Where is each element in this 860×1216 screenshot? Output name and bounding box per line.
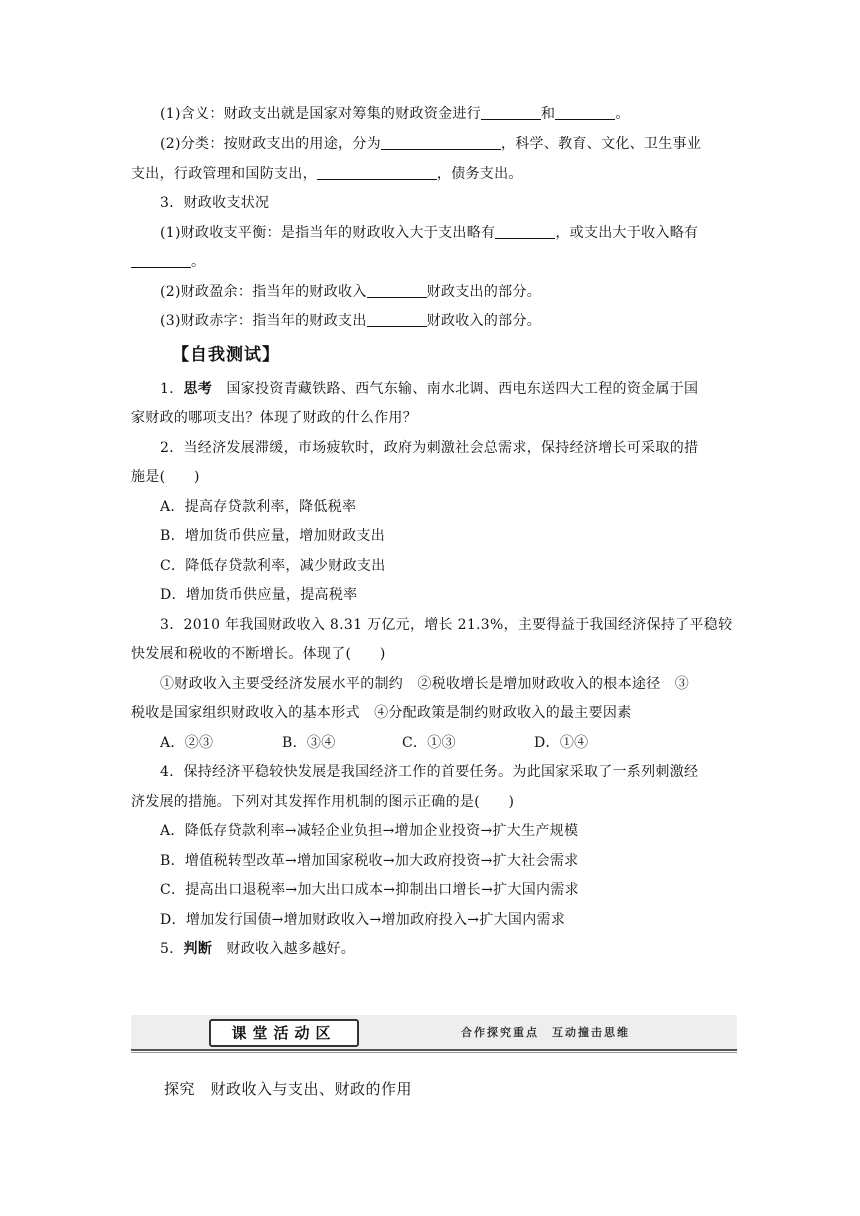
explore-title: 探究 财政收入与支出、财政的作用 bbox=[164, 1080, 413, 1098]
meaning-line: (1)含义：财政支出就是国家对筹集的财政资金进行 和 。 bbox=[160, 106, 630, 122]
q4-option-a: A．降低存贷款利率→减轻企业负担→增加企业投资→扩大生产规模 bbox=[160, 823, 579, 839]
q1-line-1: 1．思考 国家投资青藏铁路、西气东输、南水北调、西电东送四大工程的资金属于国 bbox=[160, 381, 699, 397]
section-banner bbox=[131, 1015, 737, 1051]
q2-option-d: D．增加货币供应量，提高税率 bbox=[160, 587, 358, 603]
q3-options bbox=[160, 733, 588, 753]
blank bbox=[555, 105, 615, 120]
q3-option-d: D．①④ bbox=[534, 735, 589, 751]
q3-line-1: 3．2010 年我国财政收入 8.31 万亿元，增长 21.3%，主要得益于我国经济保持了平稳较 bbox=[160, 617, 733, 633]
q4-option-b: B．增值税转型改革→增加国家税收→加大政府投资→扩大社会需求 bbox=[160, 853, 579, 869]
blank bbox=[367, 283, 427, 298]
q2-option-c: C．降低存贷款利率，减少财政支出 bbox=[160, 558, 386, 574]
banner-subtitle: 合作探究重点 互动撞击思维 bbox=[461, 1026, 630, 1039]
surplus-line: (2)财政盈余：指当年的财政收入 财政支出的部分。 bbox=[160, 284, 542, 300]
banner-title: 课堂活动区 bbox=[209, 1019, 359, 1047]
self-test-heading: 【自我测试】 bbox=[172, 345, 280, 365]
q2-option-a: A．提高存贷款利率，降低税率 bbox=[160, 499, 357, 515]
balance-line-2: 。 bbox=[131, 252, 205, 272]
blank bbox=[481, 105, 541, 120]
q4-line-1: 4．保持经济平稳较快发展是我国经济工作的首要任务。为此国家采取了一系列刺激经 bbox=[160, 764, 699, 780]
q3-option-c: C．①③ bbox=[402, 735, 456, 751]
classification-line-1: (2)分类：按财政支出的用途，分为 ，科学、教育、文化、卫生事业 bbox=[160, 136, 702, 152]
q3-option-a: A．②③ bbox=[160, 735, 214, 751]
deficit-line: (3)财政赤字：指当年的财政支出 财政收入的部分。 bbox=[160, 313, 542, 329]
q4-line-2: 济发展的措施。下列对其发挥作用机制的图示正确的是( ) bbox=[131, 794, 515, 810]
q1-line-2: 家财政的哪项支出？体现了财政的什么作用？ bbox=[131, 410, 417, 426]
blank bbox=[381, 135, 501, 150]
q3-line-2: 快发展和税收的不断增长。体现了( ) bbox=[131, 646, 386, 662]
classification-line-2: 支出，行政管理和国防支出， ，债务支出。 bbox=[131, 166, 523, 182]
q5-line: 5．判断 财政收入越多越好。 bbox=[160, 941, 356, 957]
balance-line-1: (1)财政收支平衡：是指当年的财政收入大于支出略有 ，或支出大于收入略有 bbox=[160, 225, 699, 241]
q2-line-2: 施是( ) bbox=[131, 469, 200, 485]
q3-statements-1: ①财政收入主要受经济发展水平的制约 ②税收增长是增加财政收入的根本途径 ③ bbox=[160, 676, 690, 692]
blank bbox=[317, 165, 437, 180]
section-title-status: 3．财政收支状况 bbox=[160, 195, 270, 211]
q4-option-c: C．提高出口退税率→加大出口成本→抑制出口增长→扩大国内需求 bbox=[160, 882, 579, 898]
blank bbox=[495, 224, 555, 239]
q3-option-b: B．③④ bbox=[282, 735, 336, 751]
q2-line-1: 2．当经济发展滞缓，市场疲软时，政府为刺激社会总需求，保持经济增长可采取的措 bbox=[160, 440, 699, 456]
q2-option-b: B．增加货币供应量，增加财政支出 bbox=[160, 528, 386, 544]
q3-statements-2: 税收是国家组织财政收入的基本形式 ④分配政策是制约财政收入的最主要因素 bbox=[131, 705, 632, 721]
q4-option-d: D．增加发行国债→增加财政收入→增加政府投入→扩大国内需求 bbox=[160, 912, 566, 928]
banner-divider bbox=[131, 1052, 737, 1053]
blank bbox=[131, 253, 191, 268]
blank bbox=[367, 312, 427, 327]
